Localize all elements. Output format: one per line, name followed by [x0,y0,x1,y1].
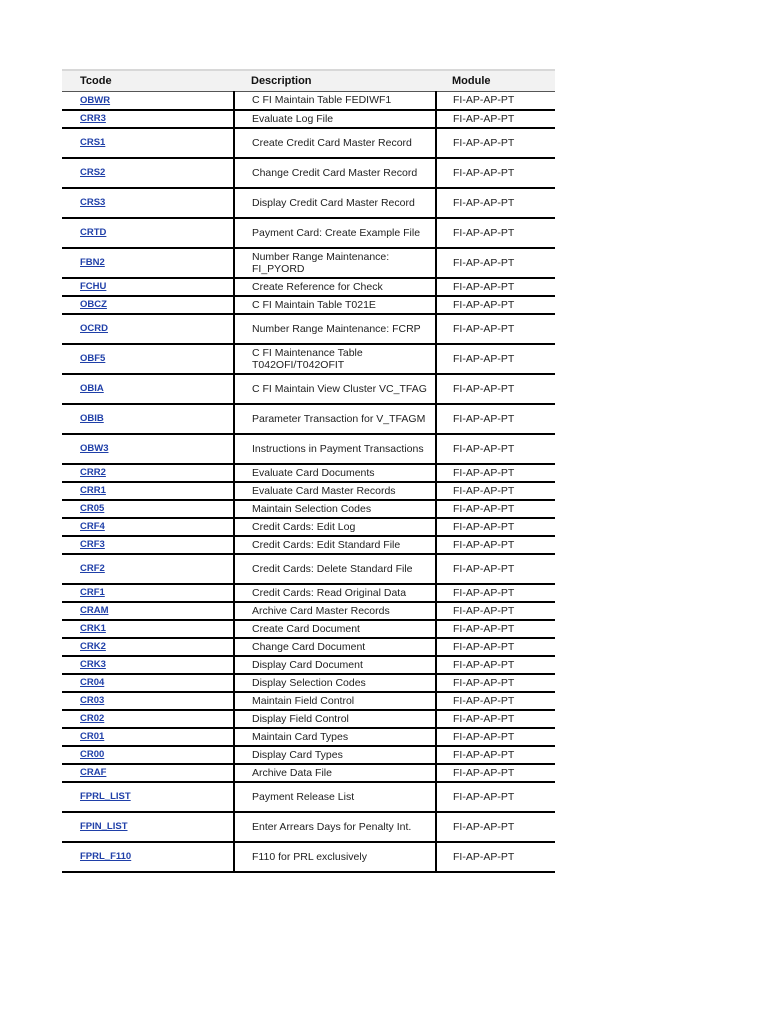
cell-module: FI-AP-AP-PT [436,158,555,188]
tcode-link[interactable]: CR01 [80,731,105,742]
cell-description: Payment Release List [234,782,436,812]
table-row [62,782,555,812]
cell-description: Payment Card: Create Example File [234,218,436,248]
cell-module: FI-AP-AP-PT [436,374,555,404]
cell-module: FI-AP-AP-PT [436,218,555,248]
cell-tcode [62,620,234,638]
cell-module: FI-AP-AP-PT [436,782,555,812]
tcode-link[interactable]: CRAM [80,605,109,616]
cell-module: FI-AP-AP-PT [436,314,555,344]
cell-tcode [62,782,234,812]
cell-tcode [62,728,234,746]
tcode-link[interactable]: CRS2 [80,167,106,178]
tcode-link[interactable]: CRF4 [80,521,105,532]
table-row [62,620,555,638]
table-row [62,812,555,842]
cell-description: F110 for PRL exclusively [234,842,436,872]
cell-description: Archive Data File [234,764,436,782]
cell-description: Enter Arrears Days for Penalty Int. [234,812,436,842]
table-row [62,656,555,674]
tcode-link[interactable]: FPRL_F110 [80,851,132,862]
cell-module: FI-AP-AP-PT [436,500,555,518]
cell-module: FI-AP-AP-PT [436,296,555,314]
cell-tcode [62,602,234,620]
cell-module: FI-AP-AP-PT [436,710,555,728]
cell-tcode [62,674,234,692]
table-row [62,518,555,536]
cell-tcode [62,710,234,728]
tcode-link[interactable]: CR03 [80,695,105,706]
tcode-link[interactable]: CRR3 [80,113,106,124]
table-row [62,434,555,464]
tcode-link[interactable]: OBWR [80,94,111,106]
table-row [62,602,555,620]
tcode-link[interactable]: CRK2 [80,641,106,652]
cell-description: Credit Cards: Delete Standard File [234,554,436,584]
table-row [62,728,555,746]
table-row [62,188,555,218]
table-row [62,536,555,554]
table-row [62,110,555,128]
tcode-link[interactable]: CRTD [80,227,107,238]
cell-tcode [62,842,234,872]
header-tcode: Tcode [62,70,234,92]
table-row [62,638,555,656]
tcode-link[interactable]: CRF2 [80,563,105,574]
cell-description: C FI Maintain View Cluster VC_TFAG [234,374,436,404]
cell-description: Maintain Field Control [234,692,436,710]
cell-tcode [62,404,234,434]
cell-tcode [62,344,234,374]
tcode-link[interactable]: OBIA [80,383,104,394]
cell-tcode [62,638,234,656]
cell-module: FI-AP-AP-PT [436,602,555,620]
table-row [62,314,555,344]
cell-module: FI-AP-AP-PT [436,128,555,158]
cell-module: FI-AP-AP-PT [436,746,555,764]
cell-module: FI-AP-AP-PT [436,638,555,656]
table-row [62,482,555,500]
cell-description: Evaluate Card Master Records [234,482,436,500]
cell-module: FI-AP-AP-PT [436,674,555,692]
cell-tcode [62,218,234,248]
tcode-link[interactable]: CRS3 [80,197,106,208]
table-row [62,554,555,584]
cell-module: FI-AP-AP-PT [436,554,555,584]
cell-module: FI-AP-AP-PT [436,764,555,782]
tcode-link[interactable]: OBW3 [80,443,109,454]
tcode-link[interactable]: OBF5 [80,353,106,364]
tcode-link[interactable]: CR00 [80,749,105,760]
cell-description: C FI Maintain Table T021E [234,296,436,314]
table-row [62,842,555,872]
cell-tcode [62,464,234,482]
table-row [62,464,555,482]
cell-description: Maintain Card Types [234,728,436,746]
cell-description: Archive Card Master Records [234,602,436,620]
cell-description: Create Card Document [234,620,436,638]
tcode-link[interactable]: CRK1 [80,623,106,634]
table-row [62,128,555,158]
cell-module: FI-AP-AP-PT [436,188,555,218]
cell-tcode [62,812,234,842]
cell-description: Parameter Transaction for V_TFAGM [234,404,436,434]
cell-module: FI-AP-AP-PT [436,344,555,374]
cell-description: Create Credit Card Master Record [234,128,436,158]
tcode-link[interactable]: CRAF [80,767,107,778]
cell-tcode [62,278,234,296]
table-row [62,674,555,692]
cell-module: FI-AP-AP-PT [436,728,555,746]
tcode-link[interactable]: FBN2 [80,257,105,268]
cell-description: Credit Cards: Edit Standard File [234,536,436,554]
cell-tcode [62,692,234,710]
table-row [62,158,555,188]
header-description: Description [234,70,436,92]
tcode-link[interactable]: CR05 [80,503,105,514]
tcode-link[interactable]: CRK3 [80,659,106,670]
tcode-link[interactable]: CRF1 [80,587,105,598]
cell-tcode [62,92,234,110]
cell-tcode [62,110,234,128]
tcode-table [62,69,555,873]
cell-description: Change Credit Card Master Record [234,158,436,188]
table-row [62,710,555,728]
cell-tcode [62,584,234,602]
cell-module: FI-AP-AP-PT [436,278,555,296]
cell-module: FI-AP-AP-PT [436,434,555,464]
cell-tcode [62,374,234,404]
cell-module: FI-AP-AP-PT [436,482,555,500]
cell-description: Display Credit Card Master Record [234,188,436,218]
cell-description: Credit Cards: Read Original Data [234,584,436,602]
table-row [62,692,555,710]
cell-description: Display Selection Codes [234,674,436,692]
tcode-link[interactable]: CRR2 [80,467,106,478]
cell-tcode [62,482,234,500]
cell-description: Instructions in Payment Transactions [234,434,436,464]
cell-tcode [62,248,234,278]
cell-description: C FI Maintenance Table T042OFI/T042OFIT [234,344,436,374]
tcode-link[interactable]: CRS1 [80,137,106,148]
cell-description: Number Range Maintenance: FCRP [234,314,436,344]
cell-module: FI-AP-AP-PT [436,110,555,128]
cell-module: FI-AP-AP-PT [436,620,555,638]
cell-description: Number Range Maintenance: FI_PYORD [234,248,436,278]
table-row [62,500,555,518]
cell-module: FI-AP-AP-PT [436,692,555,710]
cell-description: Display Card Document [234,656,436,674]
table-row [62,248,555,278]
table-row [62,218,555,248]
cell-tcode [62,746,234,764]
cell-module: FI-AP-AP-PT [436,464,555,482]
cell-description: Credit Cards: Edit Log [234,518,436,536]
tcode-link[interactable]: OBCZ [80,299,107,310]
tcode-link[interactable]: OBIB [80,413,104,424]
cell-module: FI-AP-AP-PT [436,518,555,536]
table-row [62,278,555,296]
tcode-link[interactable]: FPIN_LIST [80,821,128,832]
tcode-link[interactable]: CR04 [80,677,105,688]
cell-description: Evaluate Card Documents [234,464,436,482]
tcode-link[interactable]: OCRD [80,323,108,334]
tcode-link[interactable]: CR02 [80,713,105,724]
tcode-link[interactable]: FCHU [80,281,107,292]
table-row [62,374,555,404]
cell-module: FI-AP-AP-PT [436,584,555,602]
cell-description: Display Card Types [234,746,436,764]
table-row [62,584,555,602]
header-module: Module [436,70,555,92]
cell-tcode [62,656,234,674]
cell-tcode [62,128,234,158]
tcode-link[interactable]: CRR1 [80,485,106,496]
table-row [62,746,555,764]
cell-tcode [62,434,234,464]
cell-tcode [62,158,234,188]
cell-module: FI-AP-AP-PT [436,536,555,554]
cell-tcode [62,518,234,536]
table-header-row [62,70,555,92]
cell-tcode [62,554,234,584]
table-body [62,92,555,872]
table-row [62,296,555,314]
cell-description: Evaluate Log File [234,110,436,128]
cell-tcode [62,188,234,218]
cell-module: FI-AP-AP-PT [436,92,555,110]
table-row [62,92,555,110]
tcode-link[interactable]: FPRL_LIST [80,791,131,802]
cell-tcode [62,764,234,782]
cell-tcode [62,536,234,554]
cell-description: Create Reference for Check [234,278,436,296]
cell-description: Change Card Document [234,638,436,656]
cell-module: FI-AP-AP-PT [436,812,555,842]
cell-description: Display Field Control [234,710,436,728]
cell-tcode [62,500,234,518]
cell-description: C FI Maintain Table FEDIWF1 [234,92,436,110]
tcode-link[interactable]: CRF3 [80,539,105,550]
cell-tcode [62,296,234,314]
cell-description: Maintain Selection Codes [234,500,436,518]
table-row [62,404,555,434]
cell-tcode [62,314,234,344]
table-row [62,344,555,374]
cell-module: FI-AP-AP-PT [436,248,555,278]
cell-module: FI-AP-AP-PT [436,656,555,674]
cell-module: FI-AP-AP-PT [436,842,555,872]
cell-module: FI-AP-AP-PT [436,404,555,434]
table-row [62,764,555,782]
